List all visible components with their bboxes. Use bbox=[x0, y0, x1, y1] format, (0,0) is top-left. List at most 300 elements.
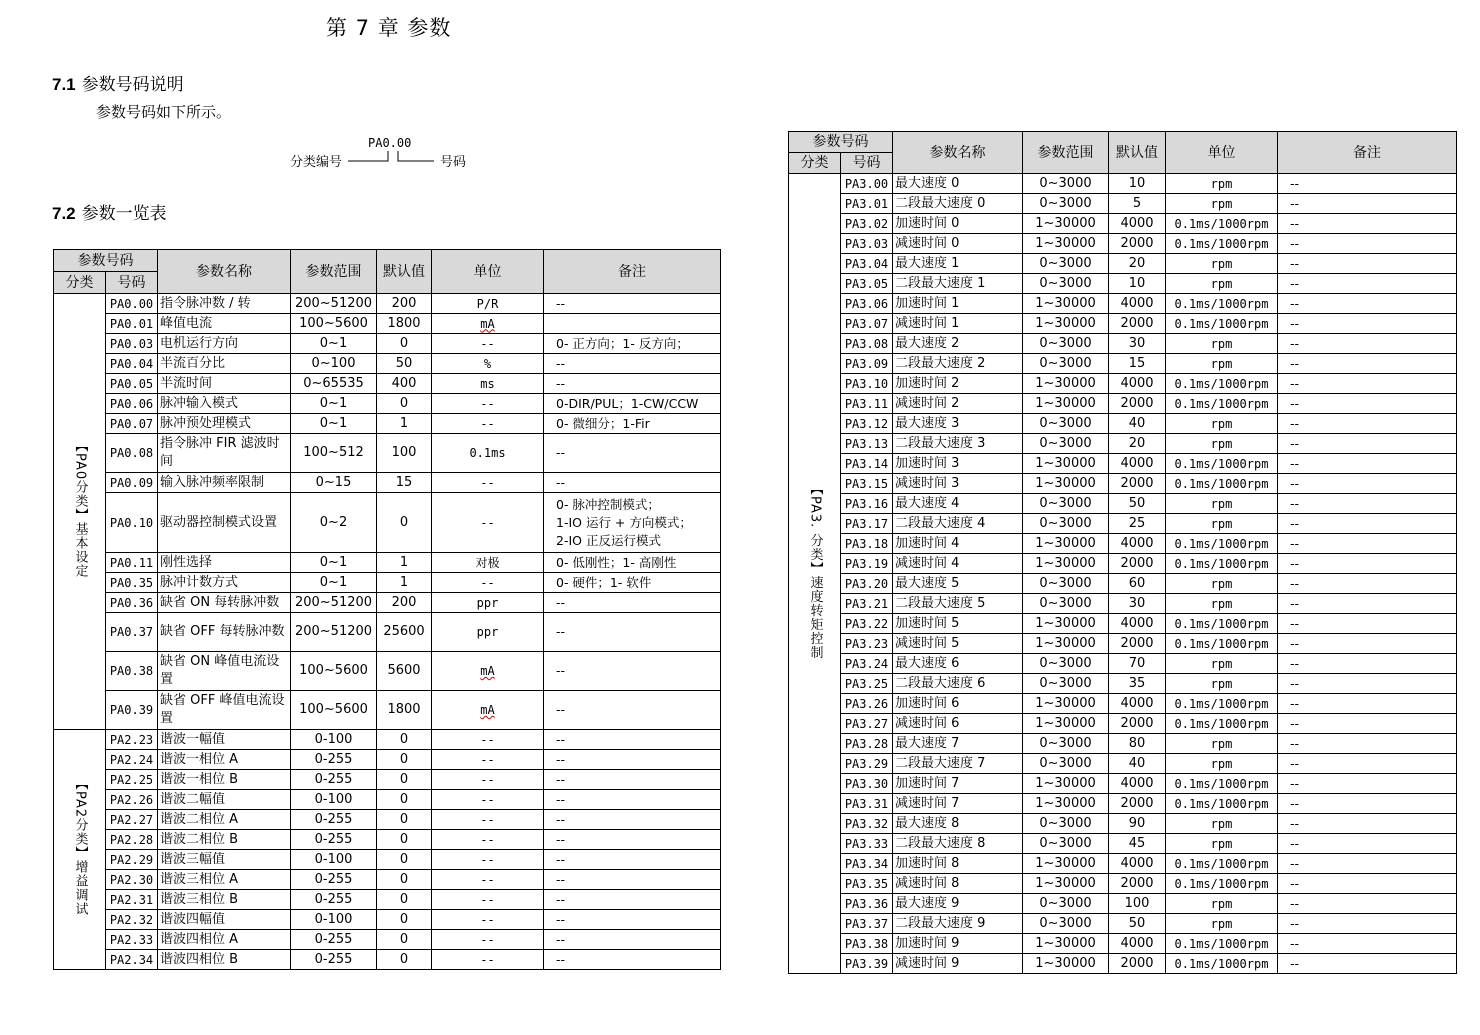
param-note: -- bbox=[1278, 954, 1457, 974]
param-default: 30 bbox=[1109, 334, 1166, 354]
param-unit: rpm bbox=[1166, 434, 1278, 454]
param-note: -- bbox=[1278, 514, 1457, 534]
table-row bbox=[789, 854, 1457, 874]
param-name: 二段最大速度 6 bbox=[893, 674, 1023, 694]
param-default: 10 bbox=[1109, 274, 1166, 294]
param-code: PA3.39 bbox=[841, 954, 893, 974]
param-default: 2000 bbox=[1109, 554, 1166, 574]
param-unit: -- bbox=[432, 850, 544, 870]
table-row bbox=[789, 654, 1457, 674]
param-code: PA3.05 bbox=[841, 274, 893, 294]
param-range: 1~30000 bbox=[1023, 234, 1109, 254]
param-name: 指令脉冲 FIR 滤波时间 bbox=[158, 434, 291, 473]
param-default: 0 bbox=[377, 930, 432, 950]
param-name: 减速时间 1 bbox=[893, 314, 1023, 334]
table-row bbox=[54, 910, 721, 930]
param-unit: 0.1ms/1000rpm bbox=[1166, 394, 1278, 414]
param-table-left bbox=[53, 249, 721, 970]
param-name: 缺省 OFF 峰值电流设置 bbox=[158, 691, 291, 730]
param-default: 1 bbox=[377, 414, 432, 434]
param-unit: rpm bbox=[1166, 834, 1278, 854]
param-note: -- bbox=[1278, 214, 1457, 234]
table-row bbox=[789, 434, 1457, 454]
table-row bbox=[54, 334, 721, 354]
table-row bbox=[54, 294, 721, 314]
table-row bbox=[54, 374, 721, 394]
param-note: -- bbox=[544, 613, 721, 652]
param-note: -- bbox=[544, 652, 721, 691]
table-row bbox=[789, 534, 1457, 554]
param-name: 指令脉冲数 / 转 bbox=[158, 294, 291, 314]
param-unit: rpm bbox=[1166, 354, 1278, 374]
table-row bbox=[789, 494, 1457, 514]
param-note: -- bbox=[544, 810, 721, 830]
param-range: 0~65535 bbox=[291, 374, 377, 394]
param-note: 0-DIR/PUL；1-CW/CCW bbox=[544, 394, 721, 414]
header-name: 参数名称 bbox=[893, 132, 1023, 174]
param-default: 4000 bbox=[1109, 934, 1166, 954]
param-default: 15 bbox=[377, 473, 432, 493]
param-range: 100~5600 bbox=[291, 691, 377, 730]
param-name: 最大速度 7 bbox=[893, 734, 1023, 754]
param-range: 0-255 bbox=[291, 810, 377, 830]
param-range: 1~30000 bbox=[1023, 694, 1109, 714]
table-row bbox=[54, 652, 721, 691]
param-name: 加速时间 2 bbox=[893, 374, 1023, 394]
param-unit: rpm bbox=[1166, 814, 1278, 834]
table-row bbox=[789, 274, 1457, 294]
param-code: PA3.02 bbox=[841, 214, 893, 234]
param-code: PA3.27 bbox=[841, 714, 893, 734]
param-range: 0~3000 bbox=[1023, 574, 1109, 594]
param-name: 电机运行方向 bbox=[158, 334, 291, 354]
table-row bbox=[54, 730, 721, 750]
param-default: 35 bbox=[1109, 674, 1166, 694]
table-row bbox=[789, 414, 1457, 434]
param-note: -- bbox=[1278, 714, 1457, 734]
diagram-right-label: 号码 bbox=[440, 155, 467, 170]
param-range: 200~51200 bbox=[291, 593, 377, 613]
param-default: 5600 bbox=[377, 652, 432, 691]
param-range: 1~30000 bbox=[1023, 314, 1109, 334]
param-name: 脉冲预处理模式 bbox=[158, 414, 291, 434]
param-unit: P/R bbox=[432, 294, 544, 314]
param-note: -- bbox=[544, 850, 721, 870]
param-default: 0 bbox=[377, 810, 432, 830]
table-row bbox=[789, 254, 1457, 274]
param-range: 1~30000 bbox=[1023, 854, 1109, 874]
table-row bbox=[789, 694, 1457, 714]
param-range: 0-255 bbox=[291, 890, 377, 910]
param-code: PA3.24 bbox=[841, 654, 893, 674]
param-note: -- bbox=[1278, 874, 1457, 894]
table-row bbox=[54, 613, 721, 652]
param-unit: 0.1ms/1000rpm bbox=[1166, 774, 1278, 794]
param-name: 二段最大速度 7 bbox=[893, 754, 1023, 774]
param-default: 0 bbox=[377, 870, 432, 890]
table-row bbox=[789, 774, 1457, 794]
param-range: 0-100 bbox=[291, 850, 377, 870]
param-code: PA3.12 bbox=[841, 414, 893, 434]
param-default: 4000 bbox=[1109, 854, 1166, 874]
param-unit: 0.1ms/1000rpm bbox=[1166, 634, 1278, 654]
param-default: 0 bbox=[377, 394, 432, 414]
param-code: PA0.03 bbox=[106, 334, 158, 354]
param-unit: rpm bbox=[1166, 754, 1278, 774]
param-name: 谐波一相位 A bbox=[158, 750, 291, 770]
param-note: -- bbox=[1278, 454, 1457, 474]
param-code: PA2.32 bbox=[106, 910, 158, 930]
param-default: 0 bbox=[377, 830, 432, 850]
param-code: PA0.08 bbox=[106, 434, 158, 473]
param-note: -- bbox=[1278, 494, 1457, 514]
param-range: 0~100 bbox=[291, 354, 377, 374]
param-code: PA0.37 bbox=[106, 613, 158, 652]
param-code: PA3.19 bbox=[841, 554, 893, 574]
param-code: PA2.24 bbox=[106, 750, 158, 770]
param-unit: -- bbox=[432, 930, 544, 950]
param-range: 0~1 bbox=[291, 573, 377, 593]
param-name: 减速时间 8 bbox=[893, 874, 1023, 894]
diagram-connector bbox=[348, 148, 438, 162]
param-range: 0~3000 bbox=[1023, 814, 1109, 834]
param-unit: rpm bbox=[1166, 914, 1278, 934]
param-name: 谐波一幅值 bbox=[158, 730, 291, 750]
param-range: 1~30000 bbox=[1023, 534, 1109, 554]
param-name: 减速时间 3 bbox=[893, 474, 1023, 494]
category-label: 【PA0分类】基本设定 bbox=[72, 438, 88, 579]
param-range: 0~1 bbox=[291, 334, 377, 354]
param-name: 加速时间 0 bbox=[893, 214, 1023, 234]
table-row bbox=[54, 553, 721, 573]
header-category: 分类 bbox=[789, 153, 841, 174]
param-range: 0~3000 bbox=[1023, 414, 1109, 434]
param-default: 40 bbox=[1109, 754, 1166, 774]
param-unit: -- bbox=[432, 870, 544, 890]
param-code: PA3.35 bbox=[841, 874, 893, 894]
param-unit: ppr bbox=[432, 593, 544, 613]
param-code: PA3.10 bbox=[841, 374, 893, 394]
param-range: 1~30000 bbox=[1023, 614, 1109, 634]
table-row bbox=[789, 354, 1457, 374]
param-name: 加速时间 4 bbox=[893, 534, 1023, 554]
param-range: 200~51200 bbox=[291, 294, 377, 314]
param-unit: -- bbox=[432, 790, 544, 810]
param-code: PA3.20 bbox=[841, 574, 893, 594]
param-range: 0~3000 bbox=[1023, 194, 1109, 214]
param-name: 谐波二幅值 bbox=[158, 790, 291, 810]
param-note: -- bbox=[1278, 674, 1457, 694]
param-code: PA3.11 bbox=[841, 394, 893, 414]
param-unit: mA bbox=[432, 314, 544, 334]
param-code: PA2.23 bbox=[106, 730, 158, 750]
category-cell bbox=[789, 174, 841, 974]
param-range: 0~1 bbox=[291, 414, 377, 434]
header-number: 号码 bbox=[106, 272, 158, 294]
param-unit: 0.1ms/1000rpm bbox=[1166, 874, 1278, 894]
param-note: -- bbox=[1278, 574, 1457, 594]
param-note: 0- 微细分；1-Fir bbox=[544, 414, 721, 434]
param-note bbox=[544, 314, 721, 334]
param-code: PA3.04 bbox=[841, 254, 893, 274]
param-name: 减速时间 0 bbox=[893, 234, 1023, 254]
param-code: PA0.00 bbox=[106, 294, 158, 314]
param-code: PA3.29 bbox=[841, 754, 893, 774]
param-name: 谐波三相位 A bbox=[158, 870, 291, 890]
param-default: 2000 bbox=[1109, 714, 1166, 734]
param-unit: -- bbox=[432, 890, 544, 910]
param-unit: 0.1ms/1000rpm bbox=[1166, 294, 1278, 314]
section-title: 参数一览表 bbox=[81, 204, 167, 224]
param-default: 100 bbox=[377, 434, 432, 473]
param-default: 0 bbox=[377, 334, 432, 354]
param-unit: 0.1ms/1000rpm bbox=[1166, 694, 1278, 714]
table-row bbox=[789, 894, 1457, 914]
param-range: 0~2 bbox=[291, 493, 377, 553]
table-row bbox=[54, 573, 721, 593]
param-unit: rpm bbox=[1166, 654, 1278, 674]
param-code-diagram bbox=[290, 136, 480, 170]
param-note: -- bbox=[1278, 234, 1457, 254]
param-name: 缺省 ON 峰值电流设置 bbox=[158, 652, 291, 691]
param-default: 200 bbox=[377, 593, 432, 613]
param-range: 0-255 bbox=[291, 750, 377, 770]
param-code: PA2.25 bbox=[106, 770, 158, 790]
param-range: 200~51200 bbox=[291, 613, 377, 652]
param-name: 减速时间 9 bbox=[893, 954, 1023, 974]
table-row bbox=[54, 414, 721, 434]
param-code: PA3.18 bbox=[841, 534, 893, 554]
diagram-code: PA0.00 bbox=[368, 136, 412, 150]
table-row bbox=[789, 794, 1457, 814]
param-note: -- bbox=[1278, 414, 1457, 434]
param-note: -- bbox=[544, 770, 721, 790]
param-default: 4000 bbox=[1109, 694, 1166, 714]
param-code: PA3.26 bbox=[841, 694, 893, 714]
param-unit: rpm bbox=[1166, 174, 1278, 194]
table-row bbox=[54, 950, 721, 970]
param-default: 50 bbox=[377, 354, 432, 374]
param-name: 谐波一相位 B bbox=[158, 770, 291, 790]
param-default: 25600 bbox=[377, 613, 432, 652]
param-range: 0~3000 bbox=[1023, 274, 1109, 294]
param-code: PA2.27 bbox=[106, 810, 158, 830]
param-name: 加速时间 3 bbox=[893, 454, 1023, 474]
param-name: 二段最大速度 3 bbox=[893, 434, 1023, 454]
param-code: PA2.28 bbox=[106, 830, 158, 850]
section-number: 7.2 bbox=[52, 204, 76, 223]
param-range: 0-100 bbox=[291, 790, 377, 810]
param-unit: % bbox=[432, 354, 544, 374]
param-range: 0~3000 bbox=[1023, 894, 1109, 914]
param-default: 45 bbox=[1109, 834, 1166, 854]
param-name: 脉冲输入模式 bbox=[158, 394, 291, 414]
param-code: PA0.01 bbox=[106, 314, 158, 334]
table-row bbox=[789, 914, 1457, 934]
param-note: -- bbox=[1278, 934, 1457, 954]
param-name: 输入脉冲频率限制 bbox=[158, 473, 291, 493]
chapter-title: 第 7 章 参数 bbox=[326, 16, 452, 40]
param-name: 谐波四相位 B bbox=[158, 950, 291, 970]
param-code: PA2.26 bbox=[106, 790, 158, 810]
param-default: 1 bbox=[377, 573, 432, 593]
param-code: PA0.11 bbox=[106, 553, 158, 573]
param-name: 加速时间 1 bbox=[893, 294, 1023, 314]
table-row bbox=[789, 614, 1457, 634]
header-range: 参数范围 bbox=[291, 250, 377, 294]
param-note: -- bbox=[1278, 334, 1457, 354]
intro-text: 参数号码如下所示。 bbox=[96, 103, 232, 121]
table-row bbox=[54, 830, 721, 850]
param-name: 刚性选择 bbox=[158, 553, 291, 573]
param-unit: rpm bbox=[1166, 494, 1278, 514]
param-unit: rpm bbox=[1166, 894, 1278, 914]
param-range: 0~3000 bbox=[1023, 834, 1109, 854]
param-note: -- bbox=[1278, 174, 1457, 194]
param-note: -- bbox=[1278, 354, 1457, 374]
param-unit: 0.1ms/1000rpm bbox=[1166, 554, 1278, 574]
param-note: -- bbox=[544, 930, 721, 950]
param-code: PA3.32 bbox=[841, 814, 893, 834]
param-code: PA3.03 bbox=[841, 234, 893, 254]
table-row bbox=[789, 454, 1457, 474]
table-row bbox=[789, 834, 1457, 854]
param-unit: -- bbox=[432, 493, 544, 553]
param-name: 谐波二相位 A bbox=[158, 810, 291, 830]
param-name: 驱动器控制模式设置 bbox=[158, 493, 291, 553]
param-note: -- bbox=[1278, 474, 1457, 494]
param-name: 谐波二相位 B bbox=[158, 830, 291, 850]
param-range: 0~3000 bbox=[1023, 174, 1109, 194]
param-code: PA3.21 bbox=[841, 594, 893, 614]
param-range: 1~30000 bbox=[1023, 554, 1109, 574]
param-code: PA3.36 bbox=[841, 894, 893, 914]
param-range: 1~30000 bbox=[1023, 474, 1109, 494]
param-range: 1~30000 bbox=[1023, 714, 1109, 734]
section-title: 参数号码说明 bbox=[81, 75, 184, 95]
table-row bbox=[789, 294, 1457, 314]
param-unit: rpm bbox=[1166, 274, 1278, 294]
header-default: 默认值 bbox=[1109, 132, 1166, 174]
param-code: PA3.25 bbox=[841, 674, 893, 694]
table-row bbox=[54, 850, 721, 870]
param-note: -- bbox=[1278, 374, 1457, 394]
param-note: -- bbox=[1278, 774, 1457, 794]
param-code: PA3.01 bbox=[841, 194, 893, 214]
param-name: 缺省 OFF 每转脉冲数 bbox=[158, 613, 291, 652]
param-code: PA0.38 bbox=[106, 652, 158, 691]
table-row bbox=[789, 394, 1457, 414]
table-row bbox=[54, 473, 721, 493]
param-name: 减速时间 7 bbox=[893, 794, 1023, 814]
param-code: PA3.37 bbox=[841, 914, 893, 934]
param-note: -- bbox=[1278, 834, 1457, 854]
param-unit: -- bbox=[432, 810, 544, 830]
param-unit: -- bbox=[432, 414, 544, 434]
section-number: 7.1 bbox=[52, 75, 76, 94]
param-range: 1~30000 bbox=[1023, 934, 1109, 954]
header-unit: 单位 bbox=[1166, 132, 1278, 174]
param-name: 缺省 ON 每转脉冲数 bbox=[158, 593, 291, 613]
table-row bbox=[789, 334, 1457, 354]
param-default: 15 bbox=[1109, 354, 1166, 374]
param-unit: rpm bbox=[1166, 594, 1278, 614]
param-name: 最大速度 3 bbox=[893, 414, 1023, 434]
header-note: 备注 bbox=[544, 250, 721, 294]
param-default: 0 bbox=[377, 890, 432, 910]
header-default: 默认值 bbox=[377, 250, 432, 294]
param-note: -- bbox=[544, 750, 721, 770]
param-unit: 对极 bbox=[432, 553, 544, 573]
param-range: 0-255 bbox=[291, 830, 377, 850]
param-default: 1 bbox=[377, 553, 432, 573]
param-code: PA3.30 bbox=[841, 774, 893, 794]
table-row bbox=[789, 634, 1457, 654]
param-default: 2000 bbox=[1109, 634, 1166, 654]
param-range: 0~1 bbox=[291, 553, 377, 573]
param-unit: mA bbox=[432, 691, 544, 730]
table-row bbox=[789, 314, 1457, 334]
param-default: 0 bbox=[377, 770, 432, 790]
param-range: 1~30000 bbox=[1023, 294, 1109, 314]
param-code: PA0.09 bbox=[106, 473, 158, 493]
param-range: 0~3000 bbox=[1023, 754, 1109, 774]
param-name: 谐波四相位 A bbox=[158, 930, 291, 950]
table-row bbox=[54, 930, 721, 950]
param-note: -- bbox=[1278, 534, 1457, 554]
category-cell bbox=[54, 730, 106, 970]
table-row bbox=[789, 234, 1457, 254]
param-range: 1~30000 bbox=[1023, 454, 1109, 474]
param-code: PA3.34 bbox=[841, 854, 893, 874]
header-name: 参数名称 bbox=[158, 250, 291, 294]
param-range: 0~3000 bbox=[1023, 654, 1109, 674]
table-row bbox=[789, 374, 1457, 394]
param-note: -- bbox=[1278, 434, 1457, 454]
param-name: 最大速度 6 bbox=[893, 654, 1023, 674]
param-note: -- bbox=[1278, 754, 1457, 774]
param-default: 1800 bbox=[377, 314, 432, 334]
param-default: 90 bbox=[1109, 814, 1166, 834]
param-note: -- bbox=[544, 473, 721, 493]
param-unit: -- bbox=[432, 334, 544, 354]
param-range: 0~3000 bbox=[1023, 354, 1109, 374]
table-row bbox=[54, 434, 721, 473]
param-code: PA2.31 bbox=[106, 890, 158, 910]
param-unit: 0.1ms/1000rpm bbox=[1166, 714, 1278, 734]
param-range: 1~30000 bbox=[1023, 774, 1109, 794]
param-code: PA0.36 bbox=[106, 593, 158, 613]
param-unit: 0.1ms/1000rpm bbox=[1166, 454, 1278, 474]
param-name: 加速时间 9 bbox=[893, 934, 1023, 954]
param-name: 二段最大速度 4 bbox=[893, 514, 1023, 534]
param-note: 0- 正方向；1- 反方向； bbox=[544, 334, 721, 354]
param-code: PA2.33 bbox=[106, 930, 158, 950]
param-name: 谐波四幅值 bbox=[158, 910, 291, 930]
param-range: 0~15 bbox=[291, 473, 377, 493]
param-code: PA3.06 bbox=[841, 294, 893, 314]
param-range: 0~1 bbox=[291, 394, 377, 414]
param-default: 4000 bbox=[1109, 454, 1166, 474]
param-unit: 0.1ms/1000rpm bbox=[1166, 314, 1278, 334]
param-default: 0 bbox=[377, 850, 432, 870]
param-default: 20 bbox=[1109, 434, 1166, 454]
param-range: 1~30000 bbox=[1023, 874, 1109, 894]
table-row bbox=[789, 594, 1457, 614]
param-code: PA0.35 bbox=[106, 573, 158, 593]
param-unit: 0.1ms/1000rpm bbox=[1166, 474, 1278, 494]
diagram-left-label: 分类编号 bbox=[290, 155, 343, 170]
